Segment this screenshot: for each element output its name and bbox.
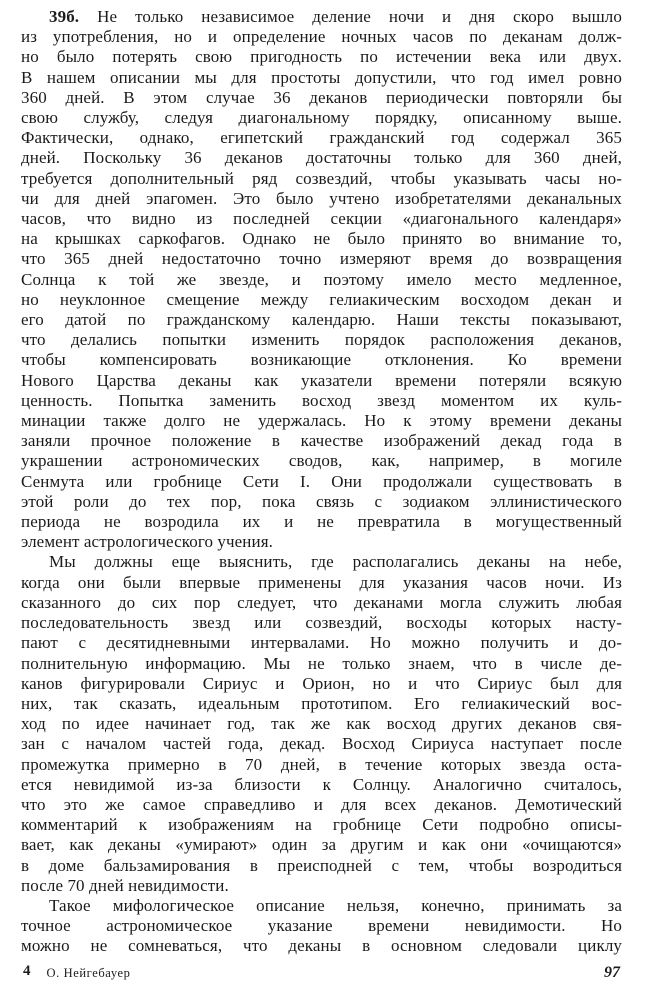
text-line: Фактически, однако, египетский гражданский год содержал 365 — [21, 128, 622, 148]
footer-left — [23, 965, 131, 982]
text-line: можно не сомневаться, что деканы в основном следовали циклу — [21, 936, 622, 956]
text-line: украшении астрономических сводов, как, например, в могиле — [21, 451, 622, 471]
text-line: в доме бальзамирования в преисподней с тем, чтобы возродиться — [21, 855, 622, 875]
text-line: канов фигурировали Сириус и Орион, но и что Сириус был для — [21, 673, 622, 693]
text-line: ценность. Попытка заменить восход звезд моментом их куль- — [21, 390, 622, 410]
signature-mark: 4 — [23, 963, 31, 979]
text-line: Сенмута или гробнице Сети I. Они продолжали существовать в — [21, 471, 622, 491]
text-line: часов, что видно из последней секции «диагонального календаря» — [21, 209, 622, 229]
text-line: последовательность звезд или созвездий, восходы которых насту- — [21, 613, 622, 633]
text-line: но было потерять свою пригодность по истечении века или двух. — [21, 47, 622, 67]
text-line: зан с началом частей года, декад. Восход Сириуса наступает после — [21, 734, 622, 754]
text-line: 39б. Не только независимое деление ночи и дня скоро вышло — [49, 7, 622, 26]
running-author: О. Нейгебауер — [46, 966, 131, 980]
text-line: этой роли до тех пор, пока связь с зодиаком эллинистического — [21, 491, 622, 511]
text-line: В нашем описании мы для простоты допустили, что год имел ровно — [21, 67, 622, 87]
text-line: после 70 дней невидимости. — [21, 875, 229, 895]
text-line: заняли прочное положение в качестве изображений декад года в — [21, 431, 622, 451]
text-line: вает, как деканы «умирают» один за другим и как они «очищаются» — [21, 835, 622, 855]
text-line: когда они были впервые применены для указания часов ночи. Из — [21, 572, 622, 592]
text-line: периода не возродила их и не превратила в могущественный — [21, 512, 622, 532]
text-line: Такое мифологическое описание нельзя, конечно, принимать за — [49, 895, 622, 915]
text-line: его датой по гражданскому календарю. Наши тексты показывают, — [21, 310, 622, 330]
text-line: что делались попытки изменить порядок расположения деканов, — [21, 330, 622, 350]
text-line: ход по идее начинает год, так же как восход других деканов свя- — [21, 714, 622, 734]
text-line: Солнца к той же звезде, и поэтому имело место медленное, — [21, 269, 622, 289]
text-line: дней. Поскольку 36 деканов достаточны только для 360 дней, — [21, 148, 622, 168]
text-line: чтобы компенсировать возникающие отклонения. Ко времени — [21, 350, 622, 370]
text-line: них, так сказать, идеальным прототипом. Его гелиакический вос- — [21, 693, 622, 713]
text-line: что 365 дней недостаточно точно измеряют время до возвращения — [21, 249, 622, 269]
text-line: точное астрономическое указание времени невидимости. Но — [21, 916, 622, 936]
text-line: что это же самое справедливо и для всех деканов. Демотический — [21, 794, 622, 814]
page-text — [21, 7, 622, 957]
text-line: из употребления, но и определение ночных часов по деканам долж- — [21, 27, 622, 47]
text-line: Мы должны еще выяснить, где располагались деканы на небе, — [49, 552, 622, 572]
text-line: чи для дней эпагомен. Это было учтено изобретателями деканальных — [21, 188, 622, 208]
text-line: требуется дополнительный ряд созвездий, чтобы указывать часы но- — [21, 168, 622, 188]
section-number: 39б. — [49, 7, 80, 26]
text-line: пают с десятидневными интервалами. Но можно получить и до- — [21, 633, 622, 653]
text-line: ется невидимой из-за близости к Солнцу. Аналогично считалось, — [21, 774, 622, 794]
text-line: 360 дней. В этом случае 36 деканов периодически повторяли бы — [21, 87, 622, 107]
text-line: полнительную информацию. Мы не только знаем, что в числе де- — [21, 653, 622, 673]
text-line: но неуклонное смещение между гелиакическим восходом декан и — [21, 289, 622, 309]
text-line: Нового Царства деканы как указатели времени потеряли всякую — [21, 370, 622, 390]
page-footer — [23, 964, 620, 982]
text-line: минации также долго не удержалась. Но к этому времени деканы — [21, 411, 622, 431]
text-line: сказанного до сих пор следует, что деканами могла служить любая — [21, 592, 622, 612]
text-line: комментарий к изображениям на гробнице Сети подробно описы- — [21, 815, 622, 835]
text-line: свою службу, следуя диагональному порядку, описанному выше. — [21, 108, 622, 128]
text-line: промежутка примерно в 70 дней, в течение которых звезда оста- — [21, 754, 622, 774]
text-line: на крышках саркофагов. Однако не было принято во внимание то, — [21, 229, 622, 249]
text-line: элемент астрологического учения. — [21, 532, 273, 552]
page-number: 97 — [604, 964, 620, 981]
